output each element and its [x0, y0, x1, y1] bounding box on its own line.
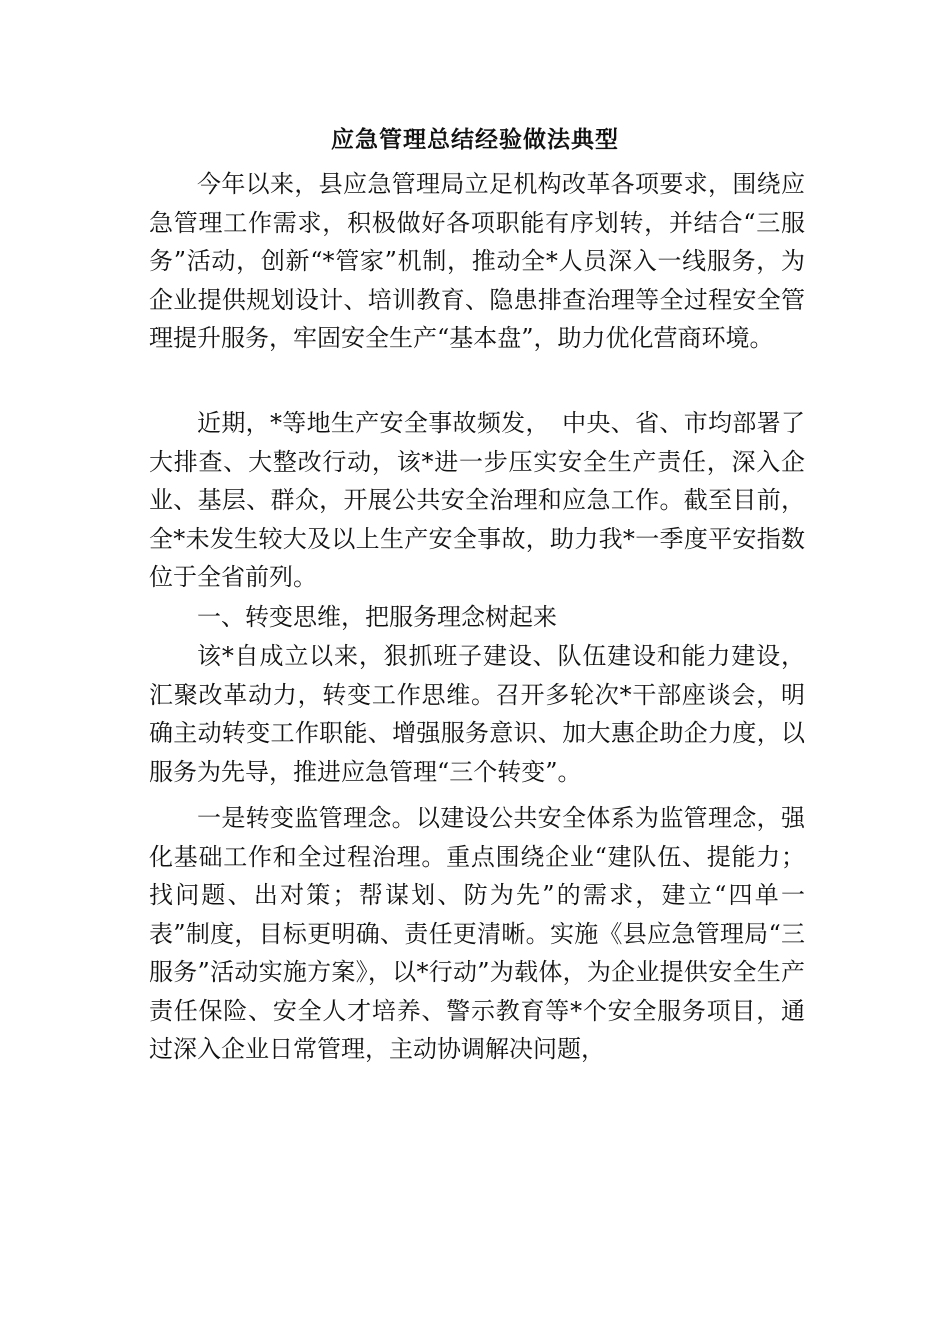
- paragraph-supervision: [149, 799, 805, 1069]
- paragraph-text: 一是转变监管理念。以建设公共安全体系为监管理念，强化基础工作和全过程治理。重点围绕企业“建队伍、提能力；找问题、出对策；帮谋划、防为先”的需求，建立“四单一表”制度，目标更明确、责任更清晰。实施《县应急管理局“三服务”活动实施方案》，以*行动”为载体，为企业提供安全生产责任保险、安全人才培养、警示教育等*个安全服务项目，通过深入企业日常管理，主动协调解决问题，: [149, 804, 805, 1063]
- paragraph-intro: [149, 165, 805, 358]
- paragraph-section-1: [149, 637, 805, 791]
- paragraph-recent: [149, 404, 805, 597]
- paragraph-text: 近期，*等地生产安全事故频发， 中央、省、市均部署了大排查、大整改行动，该*进一步压实安全生产责任，深入企业、基层、群众，开展公共安全治理和应急工作。截至目前，全*未发生较大及以上生产安全事故，助力我*一季度平安指数位于全省前列。: [149, 409, 805, 591]
- document-title: 应急管理总结经验做法典型: [331, 127, 619, 153]
- section-heading-1: [149, 598, 805, 637]
- paragraph-text: 今年以来，县应急管理局立足机构改革各项要求，围绕应急管理工作需求，积极做好各项职能有序划转，并结合“三服务”活动，创新“*管家”机制，推动全*人员深入一线服务，为企业提供规划设计、培训教育、隐患排查治理等全过程安全管理提升服务，牢固安全生产“基本盘”，助力优化营商环境。: [149, 170, 805, 352]
- paragraph-text: 该*自成立以来，狠抓班子建设、队伍建设和能力建设，汇聚改革动力，转变工作思维。召开多轮次*干部座谈会，明确主动转变工作职能、增强服务意识、加大惠企助企力度，以服务为先导，推进应急管理“三个转变”。: [149, 642, 805, 786]
- section-heading-text: 一、转变思维，把服务理念树起来: [197, 603, 557, 631]
